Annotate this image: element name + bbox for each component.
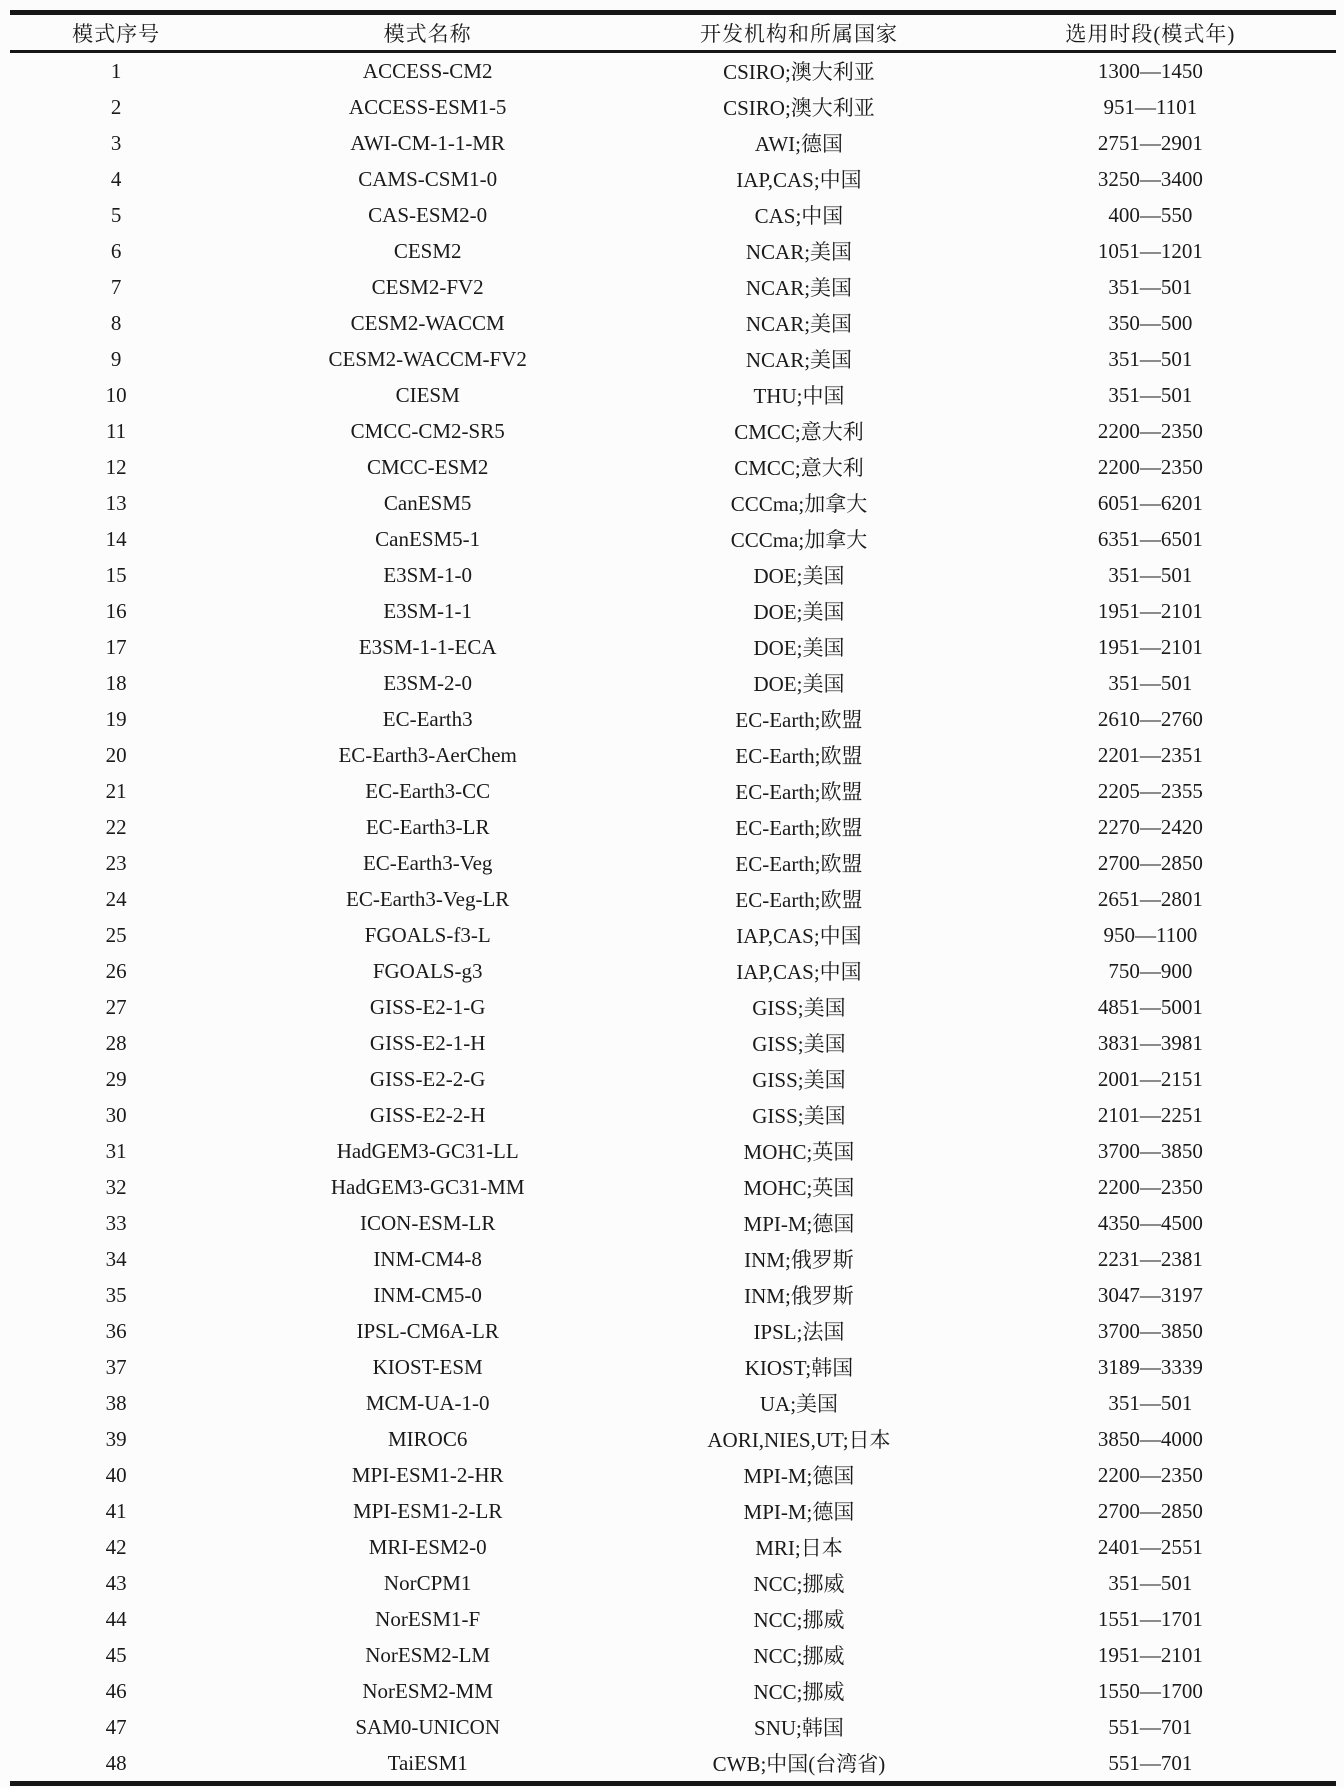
cell-model-index: 25: [105, 922, 127, 947]
cell-model-index: 1: [110, 58, 122, 83]
cell-model-index: 23: [105, 850, 127, 875]
cell-model-index: 41: [105, 1498, 127, 1523]
cell-model-index: 7: [110, 274, 122, 299]
cell-institution-country: DOE;美国: [753, 672, 845, 696]
cell-model-index: 40: [105, 1462, 127, 1487]
cell-institution-country: CCCma;加拿大: [730, 528, 868, 552]
cell-period: 551—701: [1108, 1714, 1193, 1739]
cell-period: 3700—3850: [1097, 1138, 1203, 1163]
table-row: [10, 773, 1336, 809]
cell-period: 2610—2760: [1097, 706, 1203, 731]
table-row: [10, 449, 1336, 485]
cell-model-name: HadGEM3-GC31-LL: [336, 1138, 519, 1163]
cell-period: 3831—3981: [1097, 1030, 1203, 1055]
table-row: [10, 593, 1336, 629]
cell-period: 2231—2381: [1097, 1246, 1203, 1271]
table-row: [10, 1745, 1336, 1784]
table-row: [10, 1457, 1336, 1493]
cell-institution-country: SNU;韩国: [754, 1716, 844, 1740]
cell-institution-country: IPSL;法国: [753, 1320, 845, 1344]
table-row: [10, 881, 1336, 917]
cell-institution-country: GISS;美国: [752, 1032, 846, 1056]
cell-period: 351—501: [1108, 1570, 1193, 1595]
cell-period: 3189—3339: [1097, 1354, 1203, 1379]
cell-period: 6351—6501: [1097, 526, 1203, 551]
cell-model-name: NorESM2-LM: [365, 1642, 491, 1667]
cell-model-name: MIROC6: [388, 1426, 468, 1451]
cell-institution-country: CWB;中国(台湾省): [712, 1752, 886, 1776]
cell-model-name: NorESM1-F: [375, 1606, 481, 1631]
table-row: [10, 125, 1336, 161]
cell-model-index: 20: [105, 742, 127, 767]
table-row: [10, 52, 1336, 90]
cell-model-index: 22: [105, 814, 127, 839]
cell-institution-country: INM;俄罗斯: [744, 1248, 854, 1272]
cell-model-index: 26: [105, 958, 127, 983]
table-row: [10, 305, 1336, 341]
cell-model-name: MCM-UA-1-0: [365, 1390, 490, 1415]
cell-institution-country: KIOST;韩国: [744, 1356, 854, 1380]
cell-model-index: 29: [105, 1066, 127, 1091]
cell-period: 2700—2850: [1097, 850, 1203, 875]
table-row: [10, 845, 1336, 881]
cell-institution-country: NCAR;美国: [745, 348, 853, 372]
table-row: [10, 989, 1336, 1025]
cell-model-index: 33: [105, 1210, 127, 1235]
cell-institution-country: DOE;美国: [753, 636, 845, 660]
cell-period: 2651—2801: [1097, 886, 1203, 911]
table-row: [10, 557, 1336, 593]
cell-period: 2401—2551: [1097, 1534, 1203, 1559]
cell-model-index: 16: [105, 598, 127, 623]
cell-model-index: 19: [105, 706, 127, 731]
cell-model-index: 37: [105, 1354, 127, 1379]
cell-period: 950—1100: [1103, 922, 1198, 947]
cell-model-index: 43: [105, 1570, 127, 1595]
cell-model-name: EC-Earth3-LR: [365, 814, 490, 839]
cell-period: 951—1101: [1103, 94, 1198, 119]
cell-model-name: E3SM-1-1-ECA: [358, 634, 497, 659]
cell-model-index: 27: [105, 994, 127, 1019]
cell-model-name: CanESM5-1: [375, 526, 481, 551]
cell-period: 3850—4000: [1097, 1426, 1203, 1451]
cell-institution-country: GISS;美国: [752, 1104, 846, 1128]
cell-period: 3047—3197: [1097, 1282, 1203, 1307]
cell-model-index: 30: [105, 1102, 127, 1127]
table-row: [10, 809, 1336, 845]
cell-model-name: CESM2-WACCM: [350, 310, 505, 335]
cell-model-name: INM-CM4-8: [373, 1246, 482, 1271]
cell-period: 2001—2151: [1097, 1066, 1203, 1091]
cmip6-models-table: [10, 10, 1336, 1786]
table-row: [10, 629, 1336, 665]
cell-institution-country: EC-Earth;欧盟: [735, 852, 863, 876]
table-row: [10, 521, 1336, 557]
cell-institution-country: EC-Earth;欧盟: [735, 744, 863, 768]
table-row: [10, 269, 1336, 305]
table-row: [10, 1637, 1336, 1673]
cell-model-index: 6: [110, 238, 122, 263]
cell-model-name: HadGEM3-GC31-MM: [330, 1174, 525, 1199]
table-row: [10, 917, 1336, 953]
cell-model-index: 12: [105, 454, 127, 479]
cell-model-index: 47: [105, 1714, 127, 1739]
table-row: [10, 1565, 1336, 1601]
table-row: [10, 1277, 1336, 1313]
cell-model-name: NorESM2-MM: [362, 1678, 494, 1703]
cell-model-name: CMCC-ESM2: [366, 454, 489, 479]
cell-institution-country: MPI-M;德国: [743, 1464, 855, 1488]
cell-institution-country: AWI;德国: [754, 132, 844, 156]
cell-model-index: 39: [105, 1426, 127, 1451]
table-row: [10, 701, 1336, 737]
cell-institution-country: IAP,CAS;中国: [736, 960, 862, 984]
cell-model-name: MPI-ESM1-2-HR: [351, 1462, 504, 1487]
cell-period: 1300—1450: [1097, 58, 1203, 83]
cell-institution-country: UA;美国: [759, 1392, 839, 1416]
column-header-model-index: 模式序号: [10, 13, 222, 52]
cell-model-index: 31: [105, 1138, 127, 1163]
cell-model-index: 21: [105, 778, 127, 803]
cell-model-index: 28: [105, 1030, 127, 1055]
cell-period: 2200—2350: [1097, 418, 1203, 443]
table-row: [10, 1673, 1336, 1709]
cell-period: 2751—2901: [1097, 130, 1203, 155]
cell-institution-country: NCAR;美国: [745, 312, 853, 336]
cell-period: 2200—2350: [1097, 1462, 1203, 1487]
cell-model-name: GISS-E2-2-H: [369, 1102, 486, 1127]
cell-institution-country: GISS;美国: [752, 1068, 846, 1092]
cell-model-name: GISS-E2-2-G: [369, 1066, 486, 1091]
cell-period: 1051—1201: [1097, 238, 1203, 263]
cell-model-index: 42: [105, 1534, 127, 1559]
cell-period: 551—701: [1108, 1750, 1193, 1775]
cell-period: 2101—2251: [1097, 1102, 1203, 1127]
table-row: [10, 377, 1336, 413]
cell-institution-country: DOE;美国: [753, 600, 845, 624]
column-header-model-name: 模式名称: [222, 13, 633, 52]
cell-institution-country: NCC;挪威: [753, 1572, 845, 1596]
cell-model-index: 4: [110, 166, 122, 191]
cell-period: 2200—2350: [1097, 1174, 1203, 1199]
cell-institution-country: GISS;美国: [752, 996, 846, 1020]
cell-institution-country: NCC;挪威: [753, 1644, 845, 1668]
cell-institution-country: MPI-M;德国: [743, 1212, 855, 1236]
table-header-row: [10, 13, 1336, 52]
cell-model-name: EC-Earth3-Veg: [362, 850, 493, 875]
cell-period: 351—501: [1108, 562, 1193, 587]
cell-institution-country: CSIRO;澳大利亚: [723, 60, 875, 84]
cell-model-name: INM-CM5-0: [373, 1282, 482, 1307]
table-row: [10, 1133, 1336, 1169]
cell-model-name: EC-Earth3: [382, 706, 473, 731]
cell-model-name: EC-Earth3-CC: [365, 778, 491, 803]
table-row: [10, 665, 1336, 701]
cell-model-name: CanESM5: [383, 490, 472, 515]
cell-model-index: 44: [105, 1606, 127, 1631]
cell-model-name: IPSL-CM6A-LR: [356, 1318, 499, 1343]
cell-model-name: GISS-E2-1-H: [369, 1030, 486, 1055]
cell-model-index: 15: [105, 562, 127, 587]
cell-model-name: SAM0-UNICON: [355, 1714, 501, 1739]
cell-period: 2200—2350: [1097, 454, 1203, 479]
cell-institution-country: THU;中国: [753, 384, 845, 408]
cell-period: 3700—3850: [1097, 1318, 1203, 1343]
cell-model-index: 18: [105, 670, 127, 695]
table-row: [10, 197, 1336, 233]
table-header: [10, 13, 1336, 52]
column-header-institution-country: 开发机构和所属国家: [633, 13, 965, 52]
cell-model-name: EC-Earth3-AerChem: [338, 742, 517, 767]
cell-period: 1551—1701: [1097, 1606, 1203, 1631]
cell-model-index: 48: [105, 1750, 127, 1775]
cell-institution-country: CAS;中国: [754, 204, 844, 228]
cell-period: 400—550: [1108, 202, 1193, 227]
table-row: [10, 413, 1336, 449]
cell-model-index: 14: [105, 526, 127, 551]
cell-model-name: ACCESS-CM2: [362, 58, 493, 83]
cell-institution-country: EC-Earth;欧盟: [735, 888, 863, 912]
cell-model-index: 32: [105, 1174, 127, 1199]
table-body: [10, 52, 1336, 1784]
cell-institution-country: CSIRO;澳大利亚: [723, 96, 875, 120]
cell-institution-country: IAP,CAS;中国: [736, 924, 862, 948]
cell-period: 1951—2101: [1097, 1642, 1203, 1667]
cell-model-index: 17: [105, 634, 127, 659]
table-row: [10, 1169, 1336, 1205]
cell-model-name: ACCESS-ESM1-5: [348, 94, 507, 119]
cell-period: 351—501: [1108, 274, 1193, 299]
cell-model-name: CESM2-WACCM-FV2: [328, 346, 527, 371]
cell-model-name: E3SM-2-0: [383, 670, 473, 695]
cell-model-name: MPI-ESM1-2-LR: [353, 1498, 503, 1523]
cell-model-name: FGOALS-f3-L: [364, 922, 491, 947]
table-row: [10, 233, 1336, 269]
cell-institution-country: EC-Earth;欧盟: [735, 816, 863, 840]
cell-model-index: 8: [110, 310, 122, 335]
table-row: [10, 1529, 1336, 1565]
column-header-period: 选用时段(模式年): [965, 13, 1336, 52]
cell-period: 2201—2351: [1097, 742, 1203, 767]
cell-model-name: FGOALS-g3: [372, 958, 483, 983]
cell-model-index: 13: [105, 490, 127, 515]
cell-period: 2700—2850: [1097, 1498, 1203, 1523]
table-row: [10, 161, 1336, 197]
cell-model-name: CESM2-FV2: [371, 274, 484, 299]
cell-model-index: 34: [105, 1246, 127, 1271]
cell-model-name: ICON-ESM-LR: [360, 1210, 496, 1235]
table-row: [10, 1709, 1336, 1745]
table-row: [10, 1097, 1336, 1133]
table-row: [10, 1493, 1336, 1529]
cell-period: 1550—1700: [1097, 1678, 1203, 1703]
cell-institution-country: AORI,NIES,UT;日本: [707, 1428, 891, 1452]
cell-period: 1951—2101: [1097, 598, 1203, 623]
cell-period: 351—501: [1108, 346, 1193, 371]
cell-model-index: 38: [105, 1390, 127, 1415]
cell-model-name: CIESM: [395, 382, 460, 407]
cell-institution-country: CCCma;加拿大: [730, 492, 868, 516]
cell-model-name: CMCC-CM2-SR5: [350, 418, 505, 443]
cell-institution-country: IAP,CAS;中国: [736, 168, 862, 192]
cell-institution-country: CMCC;意大利: [734, 420, 864, 444]
cell-institution-country: NCC;挪威: [753, 1680, 845, 1704]
cell-model-name: CAS-ESM2-0: [368, 202, 488, 227]
table-row: [10, 1349, 1336, 1385]
cell-model-name: NorCPM1: [383, 1570, 472, 1595]
table-row: [10, 1025, 1336, 1061]
cell-institution-country: EC-Earth;欧盟: [735, 780, 863, 804]
cell-institution-country: NCAR;美国: [745, 276, 853, 300]
cell-model-name: CESM2: [393, 238, 462, 263]
cell-period: 351—501: [1108, 382, 1193, 407]
table-row: [10, 1061, 1336, 1097]
cell-period: 750—900: [1108, 958, 1193, 983]
cell-model-index: 9: [110, 346, 122, 371]
cell-model-index: 11: [105, 418, 127, 443]
cell-institution-country: NCAR;美国: [745, 240, 853, 264]
table-row: [10, 1385, 1336, 1421]
cell-model-index: 36: [105, 1318, 127, 1343]
cell-period: 2205—2355: [1097, 778, 1203, 803]
cell-model-index: 45: [105, 1642, 127, 1667]
table-row: [10, 341, 1336, 377]
table-row: [10, 485, 1336, 521]
cell-model-index: 46: [105, 1678, 127, 1703]
cell-model-name: EC-Earth3-Veg-LR: [346, 886, 510, 911]
cell-period: 2270—2420: [1097, 814, 1203, 839]
cell-institution-country: NCC;挪威: [753, 1608, 845, 1632]
cell-period: 4851—5001: [1097, 994, 1203, 1019]
table-row: [10, 1421, 1336, 1457]
table-row: [10, 89, 1336, 125]
cell-period: 350—500: [1108, 310, 1193, 335]
cell-model-name: GISS-E2-1-G: [369, 994, 486, 1019]
cell-model-name: TaiESM1: [387, 1750, 468, 1775]
cell-institution-country: MOHC;英国: [743, 1176, 855, 1200]
table-row: [10, 1205, 1336, 1241]
cell-period: 3250—3400: [1097, 166, 1203, 191]
table-row: [10, 1601, 1336, 1637]
table-row: [10, 1313, 1336, 1349]
table-row: [10, 953, 1336, 989]
cell-period: 351—501: [1108, 1390, 1193, 1415]
cell-model-index: 5: [110, 202, 122, 227]
cell-institution-country: INM;俄罗斯: [744, 1284, 854, 1308]
cell-model-index: 10: [105, 382, 127, 407]
cell-model-name: E3SM-1-1: [383, 598, 473, 623]
cell-model-index: 2: [110, 94, 122, 119]
cell-model-index: 24: [105, 886, 127, 911]
cell-model-name: MRI-ESM2-0: [368, 1534, 487, 1559]
cell-institution-country: DOE;美国: [753, 564, 845, 588]
cell-institution-country: CMCC;意大利: [734, 456, 864, 480]
cell-period: 6051—6201: [1097, 490, 1203, 515]
cell-model-name: KIOST-ESM: [372, 1354, 483, 1379]
cell-institution-country: MRI;日本: [755, 1536, 843, 1560]
cell-institution-country: EC-Earth;欧盟: [735, 708, 863, 732]
cell-model-name: AWI-CM-1-1-MR: [350, 130, 505, 155]
cell-period: 351—501: [1108, 670, 1193, 695]
table-row: [10, 737, 1336, 773]
cell-institution-country: MPI-M;德国: [743, 1500, 855, 1524]
cell-period: 4350—4500: [1097, 1210, 1203, 1235]
table-row: [10, 1241, 1336, 1277]
cell-model-index: 35: [105, 1282, 127, 1307]
cell-institution-country: MOHC;英国: [743, 1140, 855, 1164]
cell-model-index: 3: [110, 130, 122, 155]
cell-period: 1951—2101: [1097, 634, 1203, 659]
cell-model-name: E3SM-1-0: [383, 562, 473, 587]
cell-model-name: CAMS-CSM1-0: [358, 166, 498, 191]
